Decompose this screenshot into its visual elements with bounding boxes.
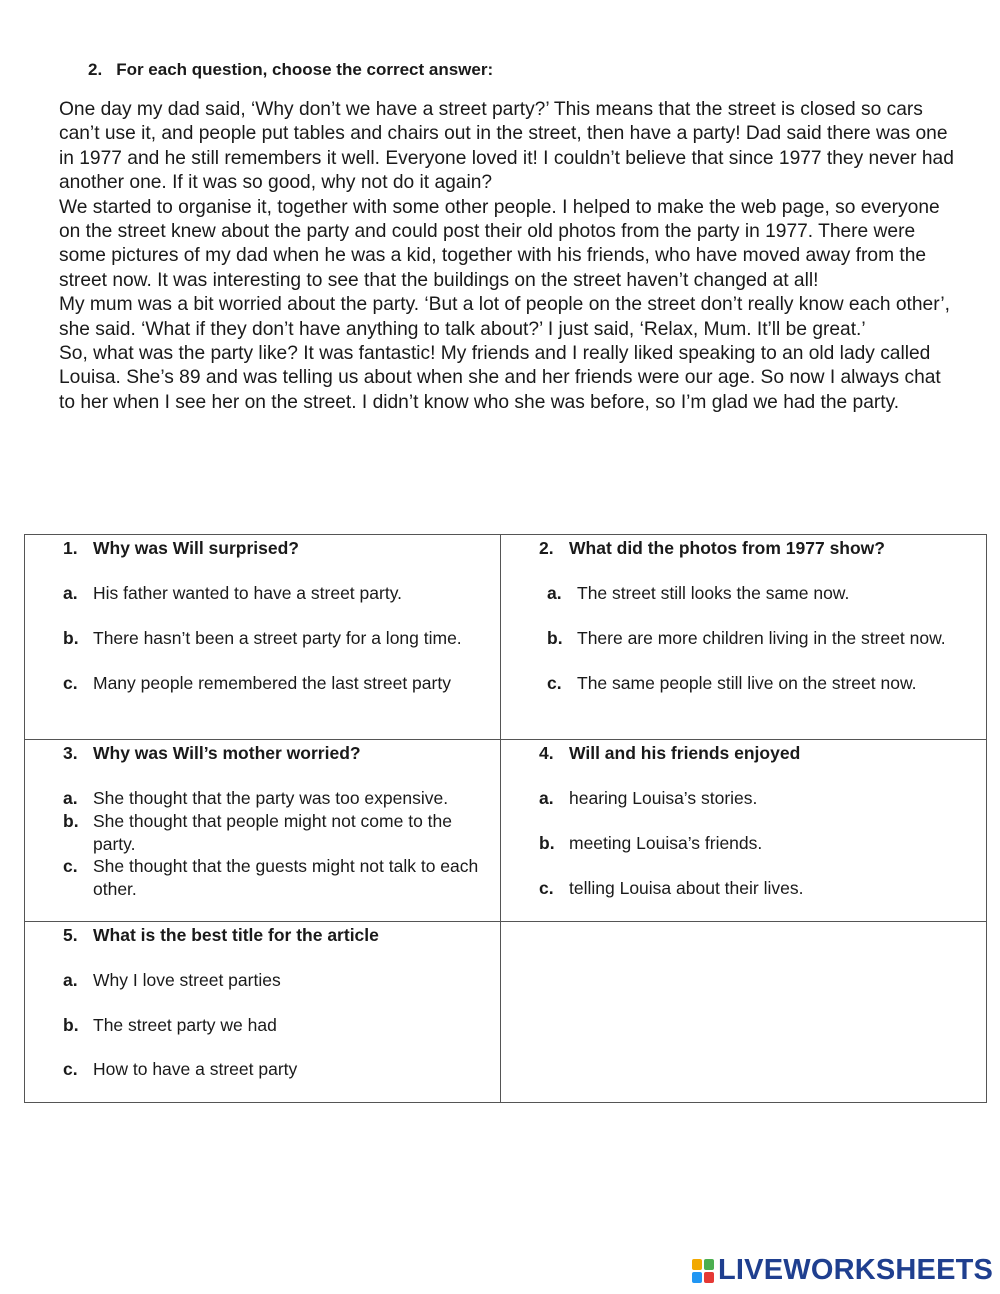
option-text: The street still looks the same now. <box>577 583 850 603</box>
logo-square <box>692 1272 702 1283</box>
question-number: 2. <box>539 538 554 558</box>
question-text: What did the photos from 1977 show? <box>569 538 885 558</box>
heading-number: 2. <box>88 60 103 79</box>
question-cell-4 <box>501 740 987 922</box>
answer-option-5b[interactable] <box>63 1014 483 1037</box>
instruction-heading <box>88 60 493 80</box>
option-letter: a. <box>547 583 562 603</box>
option-letter: b. <box>63 1015 79 1035</box>
option-text: There are more children living in the street now. <box>577 628 946 648</box>
option-text: She thought that the guests might not talk to each other. <box>93 856 479 899</box>
option-letter: a. <box>63 788 78 808</box>
question-cell-5 <box>25 922 501 1103</box>
answer-option-3b[interactable] <box>63 810 483 855</box>
question-number: 3. <box>63 743 78 763</box>
questions-table <box>24 534 987 1103</box>
passage-paragraph: One day my dad said, ‘Why don’t we have a street party?’ This means that the street is closed so cars can’t use it, and people put tables and chairs out in the street, then have a party! Dad said there was one in 1977 and he still remembers it well. Everyone loved it! I couldn’t believe that since 1977 they never had another one. If it was so good, why not do it again? <box>59 99 954 194</box>
question-title <box>63 537 299 560</box>
question-number: 4. <box>539 743 554 763</box>
passage-paragraph: We started to organise it, together with some other people. I helped to make the web page, so everyone on the street knew about the party and could post their old photos from the party in 1977. There were some pictures of my dad when he was a kid, together with his friends, who have moved away from the street now. It was interesting to see that the buildings on the street haven’t changed at all! <box>59 196 940 291</box>
answer-option-2a[interactable] <box>547 582 977 605</box>
option-letter: c. <box>547 673 562 693</box>
option-letter: b. <box>539 833 555 853</box>
answer-option-1b[interactable] <box>63 627 463 650</box>
option-text: Many people remembered the last street party <box>93 673 451 693</box>
answer-option-4b[interactable] <box>539 832 969 855</box>
liveworksheets-logo-icon <box>692 1259 714 1283</box>
table-row <box>25 535 987 740</box>
question-number: 5. <box>63 925 78 945</box>
option-letter: b. <box>63 628 79 648</box>
liveworksheets-logo <box>692 1254 993 1287</box>
question-cell-2 <box>501 535 987 740</box>
passage-paragraph: My mum was a bit worried about the party. ‘But a lot of people on the street don’t really know each other’, she said. ‘What if they don’t have anything to talk about?’ I just said, ‘Relax, Mum. It’ll be great.’ <box>59 294 950 340</box>
option-letter: b. <box>63 811 79 831</box>
question-cell-1 <box>25 535 501 740</box>
heading-text: For each question, choose the correct answer: <box>116 60 494 79</box>
table-row <box>25 922 987 1103</box>
option-letter: a. <box>63 970 78 990</box>
option-letter: a. <box>539 788 554 808</box>
logo-square <box>704 1259 714 1270</box>
question-title <box>63 924 379 947</box>
option-text: The street party we had <box>93 1015 277 1035</box>
answer-option-3c[interactable] <box>63 855 483 900</box>
option-letter: c. <box>63 1059 78 1079</box>
passage-paragraph: So, what was the party like? It was fantastic! My friends and I really liked speaking to an old lady called Louisa. She’s 89 and was telling us about when she and her friends were our age. So now I always chat to her when I see her on the street. I didn’t know who she was before, so I’m glad we had the party. <box>59 343 941 413</box>
question-text: Why was Will’s mother worried? <box>93 743 361 763</box>
question-title <box>539 537 885 560</box>
question-cell-3 <box>25 740 501 922</box>
answer-option-4c[interactable] <box>539 877 969 900</box>
option-text: She thought that the party was too expensive. <box>93 788 449 808</box>
answer-option-5c[interactable] <box>63 1058 483 1081</box>
answer-option-4a[interactable] <box>539 787 969 810</box>
reading-passage <box>59 98 959 415</box>
option-text: telling Louisa about their lives. <box>569 878 804 898</box>
answer-option-3a[interactable] <box>63 787 497 810</box>
option-letter: c. <box>539 878 554 898</box>
answer-option-5a[interactable] <box>63 969 483 992</box>
option-letter: c. <box>63 673 78 693</box>
option-text: Why I love street parties <box>93 970 281 990</box>
table-row <box>25 740 987 922</box>
empty-cell <box>501 922 987 1103</box>
option-letter: a. <box>63 583 78 603</box>
question-title <box>539 742 800 765</box>
logo-square <box>692 1259 702 1270</box>
option-letter: b. <box>547 628 563 648</box>
option-letter: c. <box>63 856 78 876</box>
question-title <box>63 742 361 765</box>
option-text: There hasn’t been a street party for a long time. <box>93 628 462 648</box>
answer-option-2c[interactable] <box>547 672 977 695</box>
option-text: meeting Louisa’s friends. <box>569 833 763 853</box>
question-text: What is the best title for the article <box>93 925 379 945</box>
option-text: How to have a street party <box>93 1059 298 1079</box>
question-text: Will and his friends enjoyed <box>569 743 801 763</box>
option-text: hearing Louisa’s stories. <box>569 788 758 808</box>
logo-square <box>704 1272 714 1283</box>
option-text: She thought that people might not come to the party. <box>93 811 452 854</box>
question-text: Why was Will surprised? <box>93 538 299 558</box>
answer-option-2b[interactable] <box>547 627 957 650</box>
logo-text: LIVEWORKSHEETS <box>718 1254 994 1286</box>
answer-option-1a[interactable] <box>63 582 483 605</box>
answer-option-1c[interactable] <box>63 672 463 695</box>
option-text: His father wanted to have a street party. <box>93 583 403 603</box>
option-text: The same people still live on the street now. <box>577 673 917 693</box>
question-number: 1. <box>63 538 78 558</box>
